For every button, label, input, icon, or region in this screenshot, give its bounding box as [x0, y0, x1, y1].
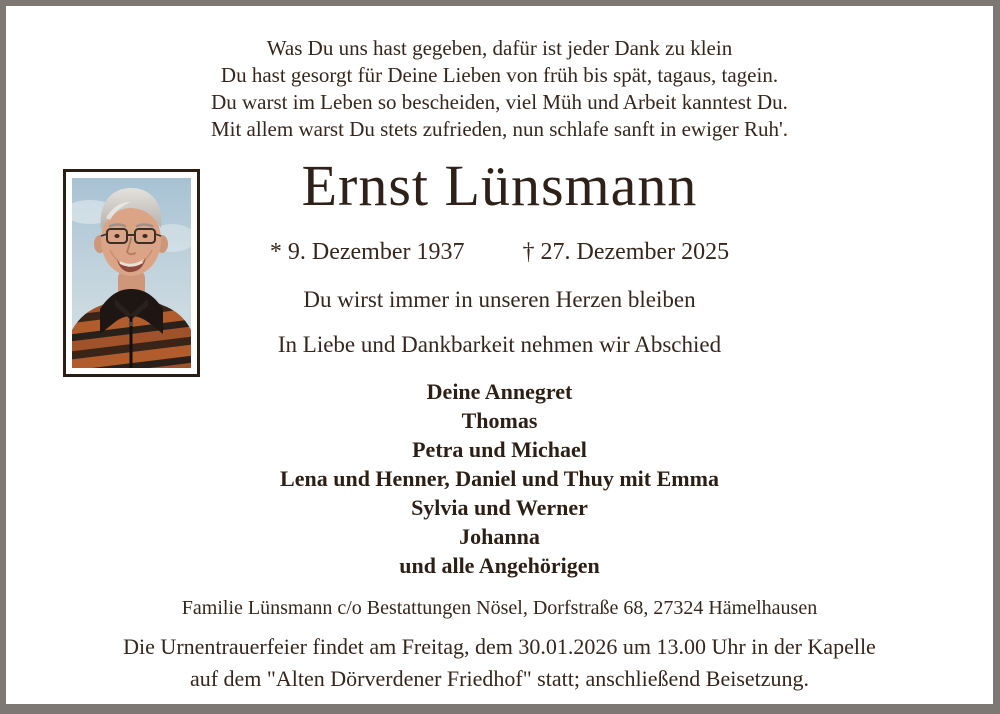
mourner-line: Lena und Henner, Daniel und Thuy mit Emma [280, 466, 719, 491]
mourners-list [6, 377, 993, 580]
mourner-line: Petra und Michael [412, 437, 587, 462]
portrait-illustration [72, 178, 191, 368]
poem-line: Du hast gesorgt für Deine Lieben von früh bis spät, tagaus, tagein. [220, 63, 779, 87]
birth-date: * 9. Dezember 1937 [269, 239, 465, 265]
ceremony-line: Die Urnentrauerfeier findet am Freitag, dem 30.01.2026 um 13.00 Uhr in der Kapelle [123, 634, 876, 659]
deceased-name: Ernst Lünsmann [301, 153, 698, 218]
remembrance-line: Du wirst immer in unseren Herzen bleiben [303, 287, 696, 312]
farewell-line: In Liebe und Dankbarkeit nehmen wir Abschied [277, 332, 722, 357]
mourner-line: Johanna [459, 524, 540, 549]
death-date: † 27. Dezember 2025 [522, 239, 730, 265]
poem-line: Du warst im Leben so bescheiden, viel Müh und Arbeit kanntest Du. [211, 90, 788, 114]
ceremony-info [6, 631, 993, 695]
memorial-poem [6, 6, 993, 143]
mourner-line: Sylvia und Werner [411, 495, 588, 520]
poem-line: Mit allem warst Du stets zufrieden, nun schlafe sanft in ewiger Ruh'. [210, 117, 789, 141]
mourner-line: und alle Angehörigen [399, 553, 600, 578]
portrait-photo [63, 169, 200, 377]
mourner-line: Deine Annegret [426, 379, 573, 404]
poem-line: Was Du uns hast gegeben, dafür ist jeder Dank zu klein [266, 36, 733, 60]
ceremony-line: auf dem "Alten Dörverdener Friedhof" statt; anschließend Beisetzung. [189, 666, 810, 691]
contact-line: Familie Lünsmann c/o Bestattungen Nösel, Dorfstraße 68, 27324 Hämelhausen [181, 597, 818, 619]
mourner-line: Thomas [461, 408, 538, 433]
